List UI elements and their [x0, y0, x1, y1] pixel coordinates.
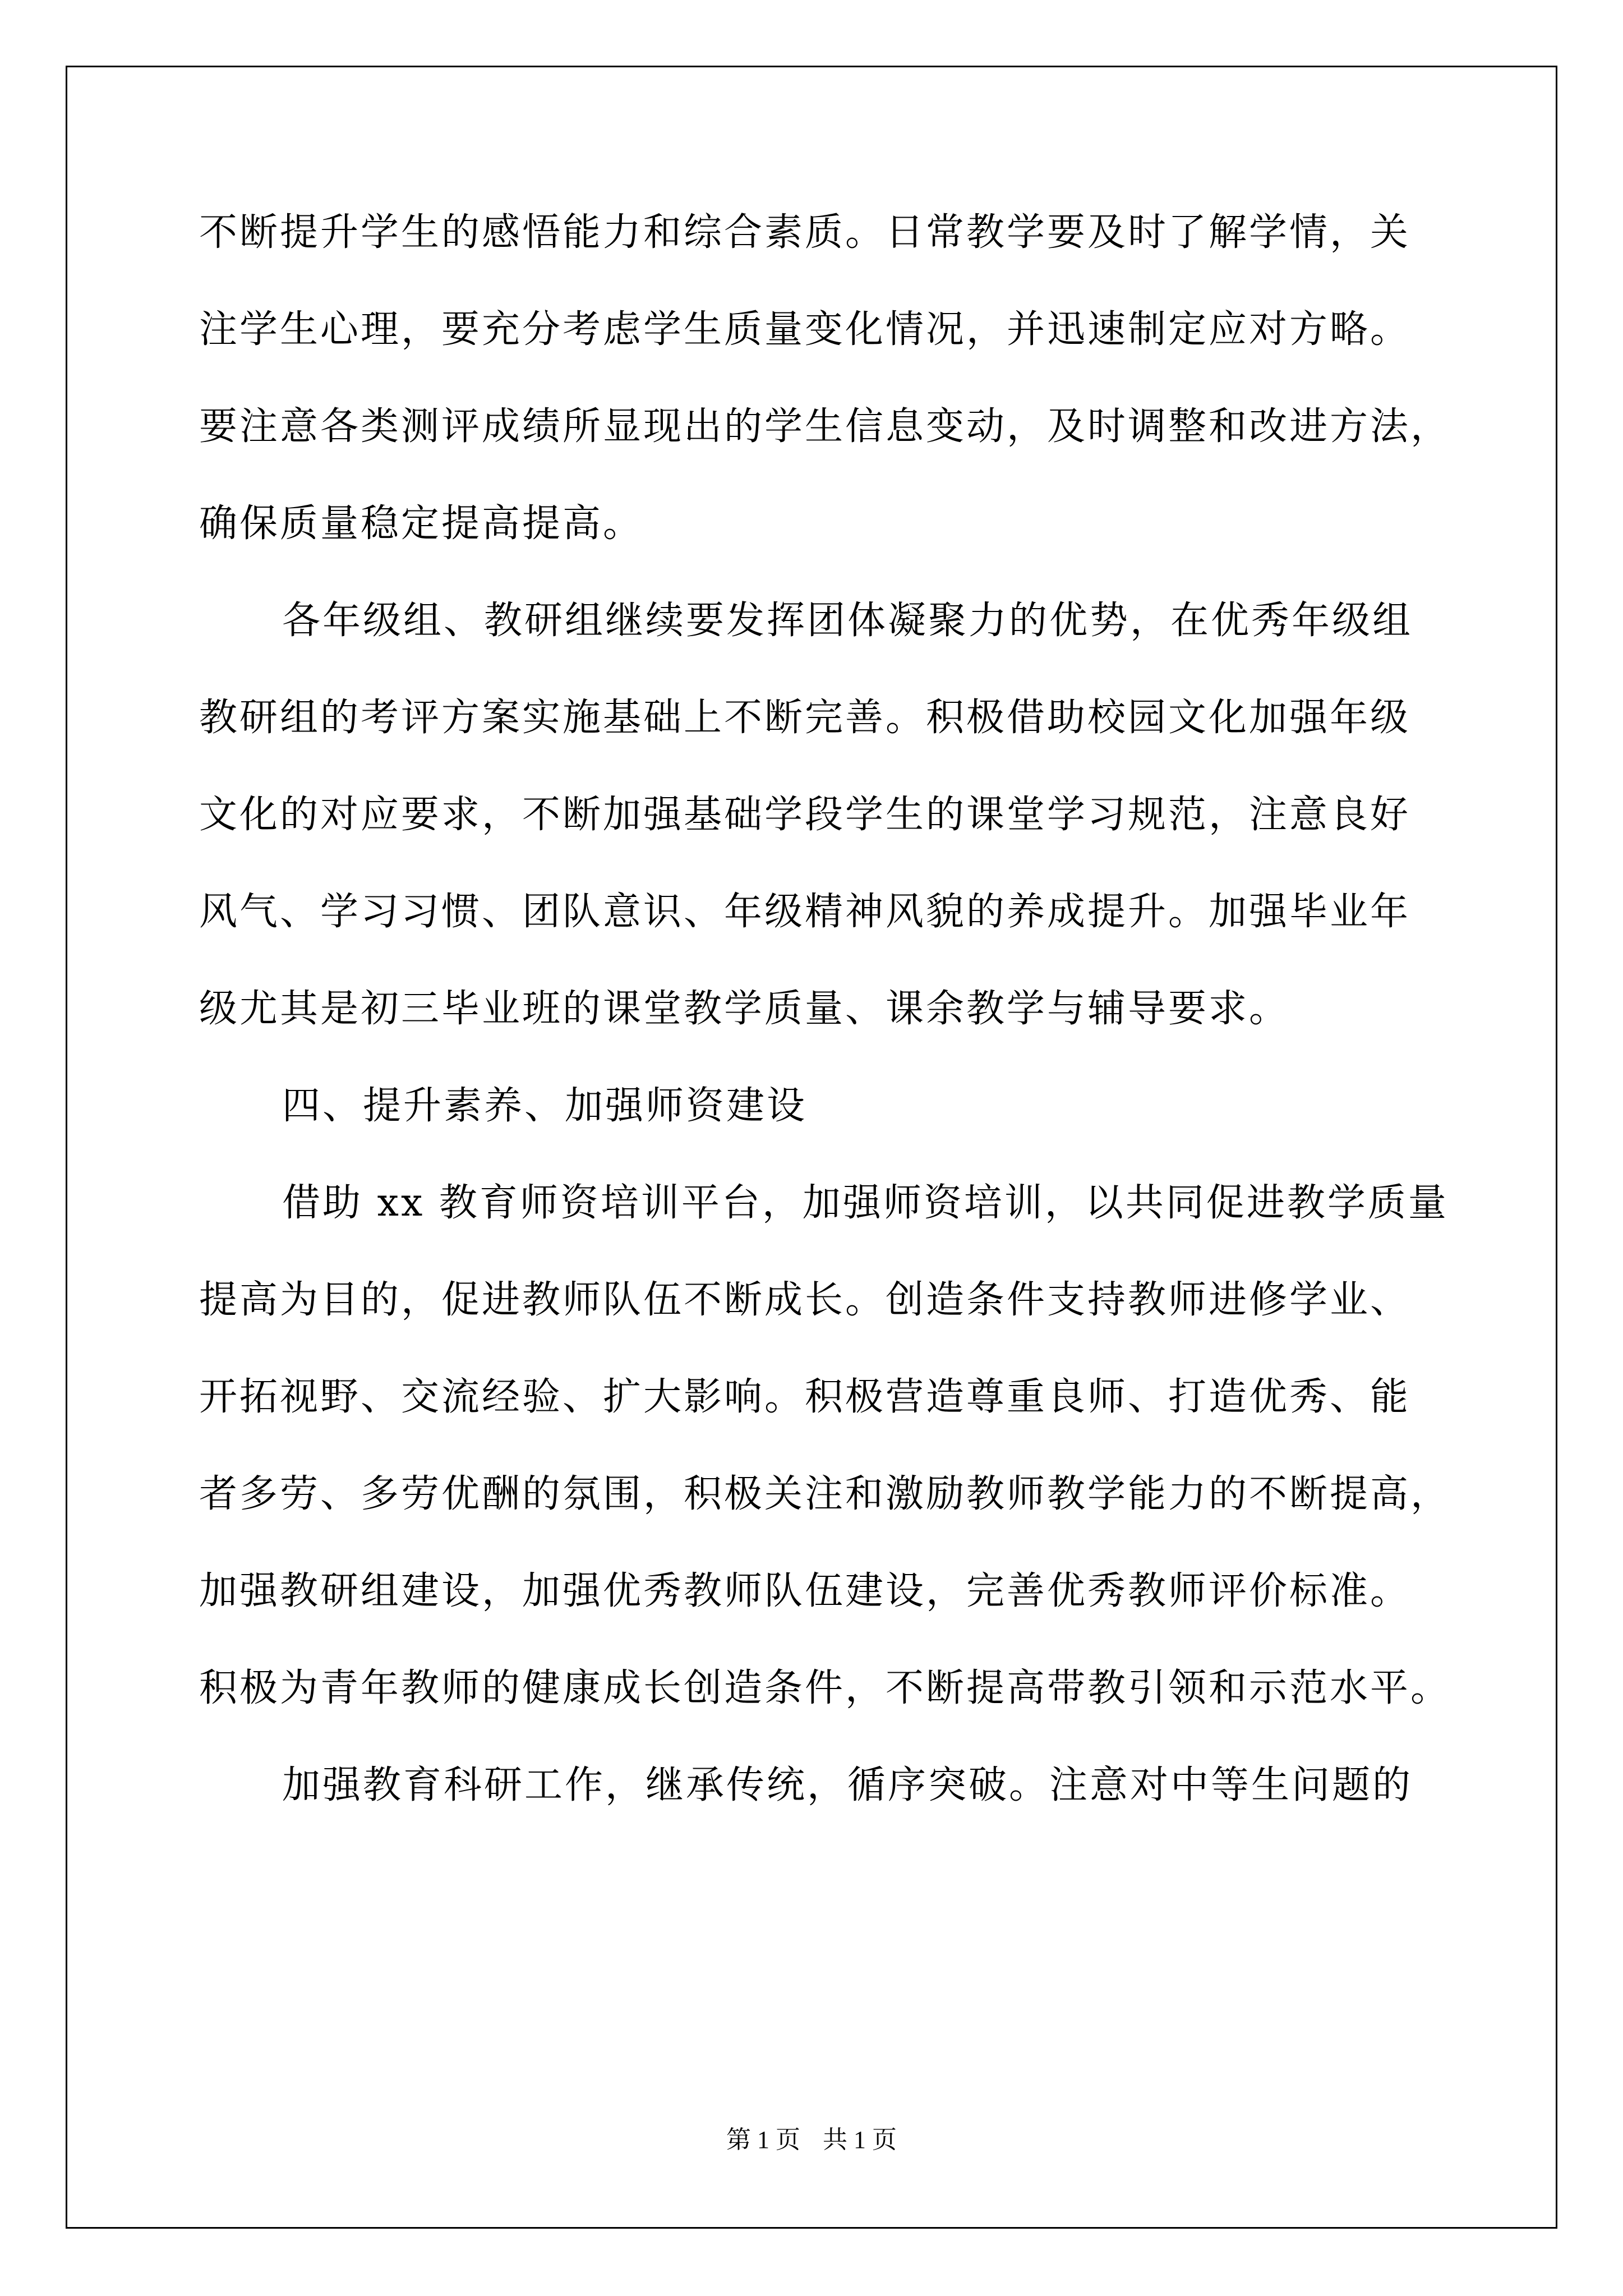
text-line: 确保质量稳定提高提高。	[199, 501, 644, 546]
text-line: 开拓视野、交流经验、扩大影响。积极营造尊重良师、打造优秀、能	[199, 1375, 1411, 1419]
page-border	[66, 66, 1557, 2229]
page-footer	[0, 2123, 1623, 2157]
text-line: 风气、学习习惯、团队意识、年级精神风貌的养成提升。加强毕业年	[199, 890, 1411, 934]
page-number: 第 1 页	[726, 2126, 800, 2154]
text-line: 级尤其是初三毕业班的课堂教学质量、课余教学与辅导要求。	[199, 987, 1290, 1031]
section-heading: 四、提升素养、加强师资建设	[282, 1084, 808, 1128]
text-line: 加强教研组建设，加强优秀教师队伍建设，完善优秀教师评价标准。	[199, 1569, 1411, 1613]
paragraph-start-line: 借助 xx 教育师资培训平台，加强师资培训，以共同促进教学质量	[282, 1181, 1449, 1225]
text-line: 积极为青年教师的健康成长创造条件，不断提高带教引领和示范水平。	[199, 1666, 1451, 1710]
text-line: 不断提升学生的感悟能力和综合素质。日常教学要及时了解学情，关	[199, 210, 1411, 255]
text-line: 注学生心理，要充分考虑学生质量变化情况，并迅速制定应对方略。	[199, 307, 1411, 352]
text-line: 者多劳、多劳优酬的氛围，积极关注和激励教师教学能力的不断提高，	[199, 1472, 1451, 1516]
paragraph-start-line: 加强教育科研工作，继承传统，循序突破。注意对中等生问题的	[282, 1763, 1413, 1807]
paragraph-start-line: 各年级组、教研组继续要发挥团体凝聚力的优势，在优秀年级组	[282, 599, 1413, 643]
text-line: 要注意各类测评成绩所显现出的学生信息变动，及时调整和改进方法，	[199, 404, 1451, 449]
text-line: 教研组的考评方案实施基础上不断完善。积极借助校园文化加强年级	[199, 696, 1411, 740]
text-line: 文化的对应要求，不断加强基础学段学生的课堂学习规范，注意良好	[199, 793, 1411, 837]
page-total: 共 1 页	[823, 2126, 897, 2154]
text-line: 提高为目的，促进教师队伍不断成长。创造条件支持教师进修学业、	[199, 1278, 1411, 1322]
